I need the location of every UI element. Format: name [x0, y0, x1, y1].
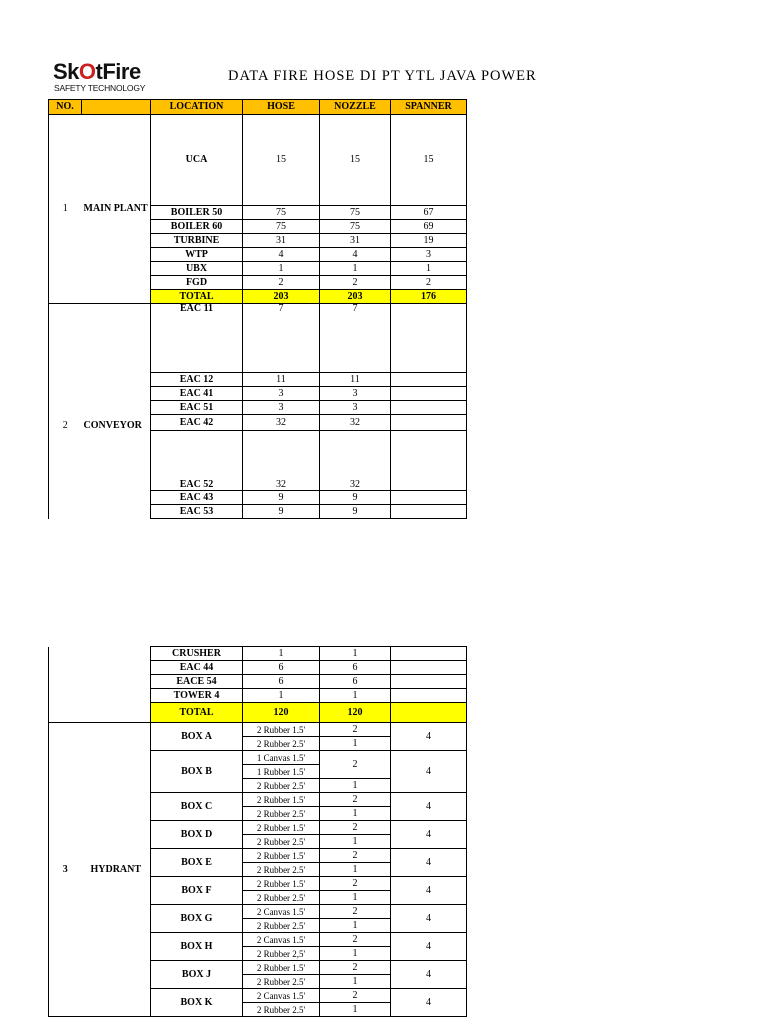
spanner-cell: 67: [391, 206, 467, 220]
table-row: [49, 723, 467, 737]
hydrant-box-name: BOX F: [151, 877, 243, 905]
nozzle-cell: 75: [320, 206, 391, 220]
hydrant-hose-cell: 2 Rubber 1.5': [243, 849, 320, 863]
hose-cell: 75: [243, 206, 320, 220]
spanner-cell: 19: [391, 234, 467, 248]
spanner-cell: [391, 647, 467, 661]
table-header-row: [49, 100, 467, 115]
hydrant-nozzle-cell: 1: [320, 975, 391, 989]
hydrant-section: [49, 723, 467, 1017]
hydrant-nozzle-cell: 2: [320, 933, 391, 947]
hose-cell: 11: [243, 373, 320, 387]
location-cell: EAC 44: [151, 661, 243, 675]
header-spanner: SPANNER: [391, 100, 467, 115]
logo-wordmark: SkOtFire: [53, 59, 141, 84]
location-cell: BOILER 60: [151, 220, 243, 234]
hydrant-hose-cell: 2 Canvas 1.5': [243, 905, 320, 919]
section-name: MAIN PLANT: [82, 115, 151, 304]
hydrant-box-name: BOX E: [151, 849, 243, 877]
hydrant-spanner-cell: 4: [391, 821, 467, 849]
location-cell: TURBINE: [151, 234, 243, 248]
location-cell: EAC 11: [151, 304, 243, 373]
hydrant-nozzle-cell: 1: [320, 863, 391, 877]
hose-cell: 2: [243, 276, 320, 290]
hydrant-nozzle-cell: 2: [320, 849, 391, 863]
hydrant-nozzle-cell: 2: [320, 989, 391, 1003]
hydrant-hose-cell: 2 Rubber 2.5': [243, 835, 320, 849]
spanner-cell: [391, 373, 467, 387]
hose-cell: 6: [243, 661, 320, 675]
spanner-cell: [391, 387, 467, 401]
hydrant-nozzle-cell: 2: [320, 905, 391, 919]
nozzle-cell: 4: [320, 248, 391, 262]
spanner-cell: [391, 401, 467, 415]
nozzle-cell: 1: [320, 262, 391, 276]
location-cell: UCA: [151, 115, 243, 206]
hydrant-hose-cell: 1 Rubber 1.5': [243, 765, 320, 779]
table-row: [49, 647, 467, 661]
section-name-continued: [82, 647, 151, 723]
spanner-cell: 2: [391, 276, 467, 290]
nozzle-cell: 11: [320, 373, 391, 387]
location-cell: EAC 52: [151, 431, 243, 491]
hydrant-spanner-cell: 4: [391, 723, 467, 751]
section-number: 1: [49, 115, 82, 304]
hydrant-nozzle-cell: 2: [320, 821, 391, 835]
hydrant-nozzle-cell: 1: [320, 737, 391, 751]
nozzle-cell: 15: [320, 115, 391, 206]
total-label: TOTAL: [151, 703, 243, 723]
hose-cell: 15: [243, 115, 320, 206]
hydrant-box-name: BOX B: [151, 751, 243, 793]
hydrant-nozzle-cell: 1: [320, 807, 391, 821]
hydrant-spanner-cell: 4: [391, 961, 467, 989]
total-spanner: [391, 703, 467, 723]
nozzle-cell: 9: [320, 505, 391, 519]
location-cell: WTP: [151, 248, 243, 262]
hydrant-hose-cell: 2 Rubber 2.5': [243, 737, 320, 751]
spanner-cell: 1: [391, 262, 467, 276]
nozzle-cell: 32: [320, 431, 391, 491]
hydrant-box-name: BOX D: [151, 821, 243, 849]
hydrant-spanner-cell: 4: [391, 793, 467, 821]
hydrant-hose-cell: 2 Rubber 2.5': [243, 975, 320, 989]
hydrant-nozzle-cell: 2: [320, 751, 391, 779]
hose-cell: 3: [243, 401, 320, 415]
nozzle-cell: 6: [320, 675, 391, 689]
section-number: 2: [49, 304, 82, 519]
total-label: TOTAL: [151, 290, 243, 304]
total-hose: 203: [243, 290, 320, 304]
hydrant-nozzle-cell: 2: [320, 961, 391, 975]
company-logo: [53, 61, 153, 95]
hydrant-hose-cell: 2 Rubber 2.5': [243, 1003, 320, 1017]
hydrant-nozzle-cell: 1: [320, 1003, 391, 1017]
location-cell: EAC 41: [151, 387, 243, 401]
hydrant-hose-cell: 2 Canvas 1.5': [243, 989, 320, 1003]
hydrant-hose-cell: 2 Rubber 1.5': [243, 723, 320, 737]
hose-cell: 1: [243, 262, 320, 276]
hydrant-box-name: BOX H: [151, 933, 243, 961]
header-no: NO.: [49, 100, 82, 115]
location-cell: BOILER 50: [151, 206, 243, 220]
table-row: [49, 115, 467, 206]
location-cell: CRUSHER: [151, 647, 243, 661]
hydrant-nozzle-cell: 2: [320, 877, 391, 891]
hydrant-hose-cell: 2 Rubber 2.5': [243, 779, 320, 793]
section-number-continued: [49, 647, 82, 723]
spanner-cell: [391, 675, 467, 689]
nozzle-cell: 6: [320, 661, 391, 675]
spanner-cell: [391, 505, 467, 519]
nozzle-cell: 3: [320, 401, 391, 415]
location-cell: EACE 54: [151, 675, 243, 689]
page-title: DATA FIRE HOSE DI PT YTL JAVA POWER: [228, 68, 537, 84]
hose-cell: 6: [243, 675, 320, 689]
spanner-cell: [391, 491, 467, 505]
section-name: HYDRANT: [82, 723, 151, 1017]
hydrant-box-name: BOX J: [151, 961, 243, 989]
hose-cell: 9: [243, 505, 320, 519]
spanner-cell: [391, 304, 467, 373]
section-name: CONVEYOR: [82, 304, 151, 519]
hose-cell: 9: [243, 491, 320, 505]
conveyor-section-continued: [49, 647, 467, 723]
hydrant-hose-cell: 2 Rubber 2.5': [243, 891, 320, 905]
hydrant-nozzle-cell: 1: [320, 779, 391, 793]
hydrant-hose-cell: 2 Rubber 1.5': [243, 793, 320, 807]
nozzle-cell: 75: [320, 220, 391, 234]
header-location: LOCATION: [151, 100, 243, 115]
hydrant-nozzle-cell: 1: [320, 891, 391, 905]
hydrant-hose-cell: 2 Rubber 2.5': [243, 919, 320, 933]
hydrant-box-name: BOX K: [151, 989, 243, 1017]
location-cell: TOWER 4: [151, 689, 243, 703]
hydrant-spanner-cell: 4: [391, 751, 467, 793]
spanner-cell: [391, 431, 467, 491]
location-cell: FGD: [151, 276, 243, 290]
total-spanner: 176: [391, 290, 467, 304]
nozzle-cell: 1: [320, 689, 391, 703]
hose-cell: 3: [243, 387, 320, 401]
logo-tagline: SAFETY TECHNOLOGY: [54, 83, 146, 93]
hydrant-spanner-cell: 4: [391, 849, 467, 877]
total-nozzle: 203: [320, 290, 391, 304]
hose-cell: 4: [243, 248, 320, 262]
header-location-spacer: [82, 100, 151, 115]
spanner-cell: 3: [391, 248, 467, 262]
nozzle-cell: 9: [320, 491, 391, 505]
hydrant-nozzle-cell: 1: [320, 835, 391, 849]
spanner-cell: [391, 415, 467, 431]
hose-cell: 1: [243, 647, 320, 661]
nozzle-cell: 32: [320, 415, 391, 431]
location-cell: EAC 42: [151, 415, 243, 431]
header-nozzle: NOZZLE: [320, 100, 391, 115]
nozzle-cell: 1: [320, 647, 391, 661]
total-hose: 120: [243, 703, 320, 723]
hydrant-box-name: BOX G: [151, 905, 243, 933]
hose-cell: 32: [243, 415, 320, 431]
header-hose: HOSE: [243, 100, 320, 115]
table-row: [49, 304, 467, 373]
hydrant-nozzle-cell: 2: [320, 723, 391, 737]
hose-cell: 1: [243, 689, 320, 703]
hydrant-hose-cell: 2 Rubber 1.5': [243, 877, 320, 891]
hydrant-hose-cell: 2 Rubber 1.5': [243, 961, 320, 975]
fire-hose-table-page-1: [48, 99, 467, 519]
hydrant-spanner-cell: 4: [391, 989, 467, 1017]
hydrant-box-name: BOX C: [151, 793, 243, 821]
hose-cell: 75: [243, 220, 320, 234]
hydrant-hose-cell: 2 Rubber 2,5': [243, 947, 320, 961]
hydrant-hose-cell: 2 Rubber 2.5': [243, 863, 320, 877]
nozzle-cell: 7: [320, 304, 391, 373]
location-cell: EAC 12: [151, 373, 243, 387]
hydrant-spanner-cell: 4: [391, 905, 467, 933]
main-plant-section: [49, 115, 467, 304]
hose-cell: 31: [243, 234, 320, 248]
hydrant-hose-cell: 1 Canvas 1.5': [243, 751, 320, 765]
location-cell: EAC 53: [151, 505, 243, 519]
spanner-cell: 15: [391, 115, 467, 206]
location-cell: UBX: [151, 262, 243, 276]
nozzle-cell: 2: [320, 276, 391, 290]
nozzle-cell: 31: [320, 234, 391, 248]
hydrant-hose-cell: 2 Canvas 1.5': [243, 933, 320, 947]
spanner-cell: [391, 661, 467, 675]
hydrant-hose-cell: 2 Rubber 1.5': [243, 821, 320, 835]
location-cell: EAC 43: [151, 491, 243, 505]
nozzle-cell: 3: [320, 387, 391, 401]
fire-hose-table-page-2: [48, 646, 467, 1017]
spanner-cell: [391, 689, 467, 703]
hose-cell: 7: [243, 304, 320, 373]
hydrant-nozzle-cell: 2: [320, 793, 391, 807]
spanner-cell: 69: [391, 220, 467, 234]
hydrant-spanner-cell: 4: [391, 933, 467, 961]
hydrant-nozzle-cell: 1: [320, 947, 391, 961]
hydrant-spanner-cell: 4: [391, 877, 467, 905]
hydrant-nozzle-cell: 1: [320, 919, 391, 933]
hydrant-hose-cell: 2 Rubber 2.5': [243, 807, 320, 821]
conveyor-section: [49, 304, 467, 519]
section-number: 3: [49, 723, 82, 1017]
hose-cell: 32: [243, 431, 320, 491]
total-nozzle: 120: [320, 703, 391, 723]
location-cell: EAC 51: [151, 401, 243, 415]
hydrant-box-name: BOX A: [151, 723, 243, 751]
